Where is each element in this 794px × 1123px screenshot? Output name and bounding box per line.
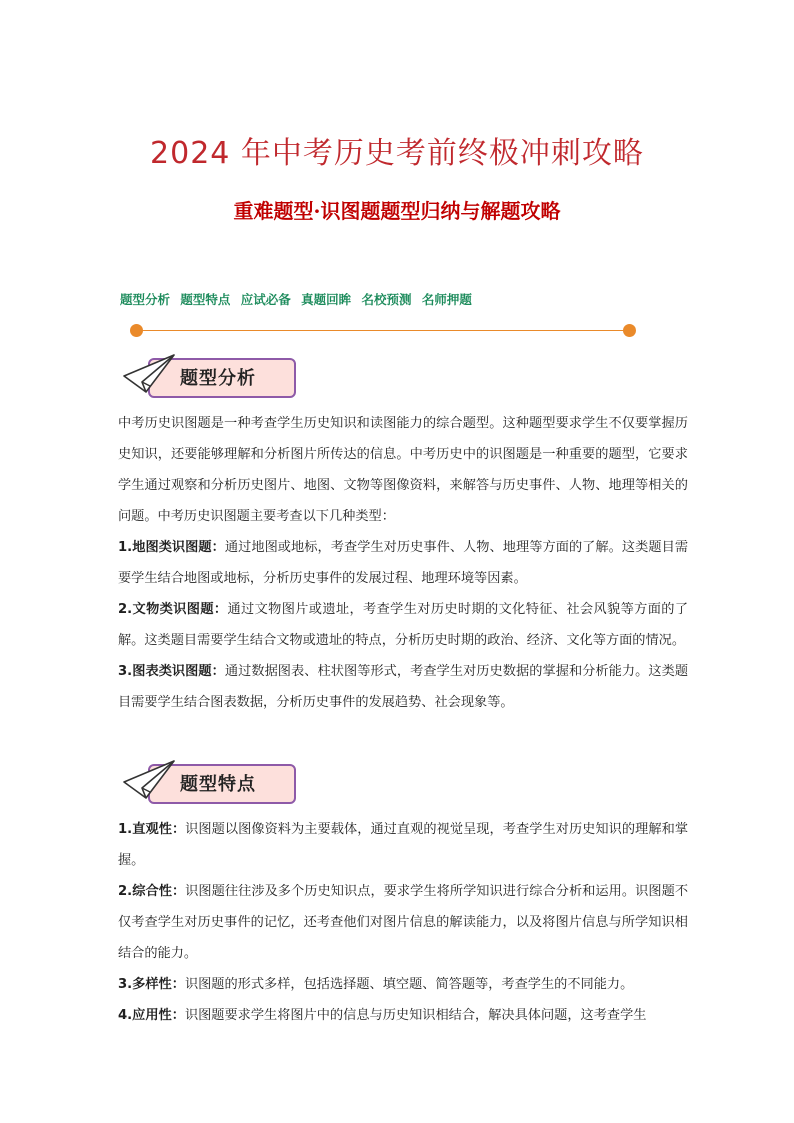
divider-dot-right xyxy=(623,324,636,337)
item-text: 通过数据图表、柱状图等形式，考查学生对历史数据的掌握和分析能力。这类题目需要学生结合图表数据，分析历史事件的发展趋势、社会现象等。 xyxy=(118,664,689,710)
paper-plane-icon xyxy=(120,758,180,808)
item-separator: ： xyxy=(171,884,186,899)
nav-item-analysis[interactable]: 题型分析 xyxy=(120,292,171,307)
page-title: 2024 年中考历史考前终极冲刺攻略 xyxy=(150,136,644,171)
list-item xyxy=(118,969,688,1000)
nav-item-essentials[interactable]: 应试必备 xyxy=(240,292,291,307)
item-label: 2.文物类识图题 xyxy=(118,602,214,617)
section-features-body xyxy=(118,814,688,1031)
section-heading: 题型分析 xyxy=(180,368,256,389)
list-item xyxy=(118,876,688,969)
item-label: 1.直观性 xyxy=(118,822,172,837)
item-label: 2.综合性 xyxy=(118,884,172,899)
item-separator: ： xyxy=(211,664,225,679)
item-text: 识图题往往涉及多个历史知识点，要求学生将所学知识进行综合分析和运用。识图题不仅考查学生对历史事件的记忆，还考查他们对图片信息的解读能力，以及将图片信息与所学知识相结合的能力。 xyxy=(118,884,689,961)
item-text: 识图题要求学生将图片中的信息与历史知识相结合，解决具体问题，这考查学生 xyxy=(184,1008,647,1023)
paper-plane-icon xyxy=(120,352,180,402)
item-separator: ： xyxy=(171,977,185,992)
nav-item-final-picks[interactable]: 名师押题 xyxy=(421,292,472,307)
divider-line xyxy=(136,330,630,332)
section-badge-features xyxy=(120,758,300,808)
list-item xyxy=(118,1000,688,1031)
section-divider xyxy=(130,322,636,338)
item-label: 4.应用性 xyxy=(118,1008,172,1023)
item-text: 识图题的形式多样，包括选择题、填空题、简答题等，考查学生的不同能力。 xyxy=(184,977,634,992)
section-analysis-body xyxy=(118,408,688,718)
list-item xyxy=(118,594,688,656)
list-item xyxy=(118,814,688,876)
nav-item-past-exams[interactable]: 真题回眸 xyxy=(301,292,352,307)
item-label: 1.地图类识图题 xyxy=(118,540,212,555)
item-separator: ： xyxy=(171,822,186,837)
divider-dot-left xyxy=(130,324,143,337)
item-separator: ： xyxy=(213,602,228,617)
item-separator: ： xyxy=(171,1008,185,1023)
section-nav xyxy=(120,290,478,308)
nav-item-features[interactable]: 题型特点 xyxy=(180,292,231,307)
section-heading: 题型特点 xyxy=(180,774,256,795)
item-separator: ： xyxy=(211,540,225,555)
item-label: 3.多样性 xyxy=(118,977,172,992)
nav-item-predictions[interactable]: 名校预测 xyxy=(361,292,412,307)
page-subtitle: 重难题型·识图题题型归纳与解题攻略 xyxy=(233,199,561,223)
section-badge-analysis xyxy=(120,352,300,402)
intro-paragraph: 中考历史识图题是一种考查学生历史知识和读图能力的综合题型。这种题型要求学生不仅要掌握历史知识，还要能够理解和分析图片所传达的信息。中考历史中的识图题是一种重要的题型，它要求学生通过观察和分析历史图片、地图、文物等图像资料，来解答与历史事件、人物、地理等相关的问题。中考历史识图题主要考查以下几种类型： xyxy=(118,416,688,524)
item-text: 识图题以图像资料为主要载体，通过直观的视觉呈现，考查学生对历史知识的理解和掌握。 xyxy=(118,822,689,868)
item-text: 通过文物图片或遗址，考查学生对历史时期的文化特征、社会风貌等方面的了解。这类题目需要学生结合文物或遗址的特点，分析历史时期的政治、经济、文化等方面的情况。 xyxy=(118,602,689,648)
list-item xyxy=(118,656,688,718)
list-item xyxy=(118,532,688,594)
item-text: 通过地图或地标，考查学生对历史事件、人物、地理等方面的了解。这类题目需要学生结合地图或地标，分析历史事件的发展过程、地理环境等因素。 xyxy=(118,540,689,586)
item-label: 3.图表类识图题 xyxy=(118,664,212,679)
